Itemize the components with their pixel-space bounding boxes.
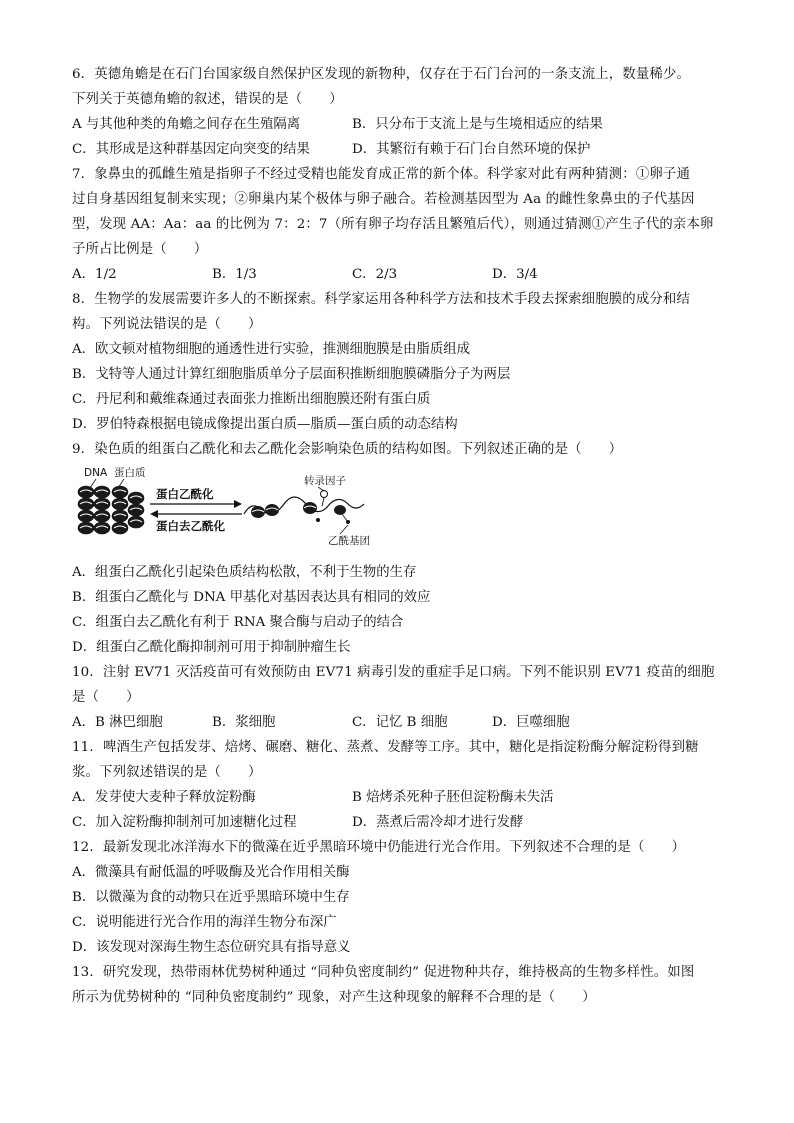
- options-row: [72, 710, 724, 735]
- options-row: [72, 262, 724, 287]
- question-stem: 是（ ）: [72, 690, 140, 705]
- option-a: A．微藻具有耐低温的呼吸酶及光合作用相关酶: [72, 865, 350, 880]
- exam-page: [72, 62, 724, 1010]
- options-row: [72, 785, 724, 810]
- option-c: C．其形成是这种群基因定向突变的结果: [72, 142, 310, 157]
- option-b: B．只分布于支流上是与生境相适应的结果: [352, 117, 603, 132]
- option-d: D．其繁衍有赖于石门台自然环境的保护: [352, 142, 591, 157]
- label-dna: DNA: [84, 467, 108, 479]
- question-stem: 下列关于英德角蟾的叙述，错误的是（ ）: [72, 92, 343, 107]
- option-a: A．B 淋巴细胞: [72, 715, 163, 730]
- options-row: [72, 112, 724, 137]
- chromatin-diagram: [72, 464, 372, 556]
- label-acetylation: 蛋白乙酰化: [156, 487, 214, 501]
- question-stem: 13．研究发现，热带雨林优势树种通过 “同种负密度制约” 促进物种共存，维持极高的生物多样性。如图: [72, 965, 695, 980]
- option-a: A．欧文顿对植物细胞的通透性进行实验，推测细胞膜是由脂质组成: [72, 342, 470, 357]
- option-a: A．1/2: [72, 267, 117, 282]
- option-b: B．1/3: [212, 267, 257, 282]
- option-c: C．加入淀粉酶抑制剂可加速糖化过程: [72, 815, 297, 830]
- option-b: B．组蛋白乙酰化与 DNA 甲基化对基因表达具有相同的效应: [72, 590, 431, 605]
- question-6: [72, 62, 724, 162]
- question-10: [72, 660, 724, 735]
- label-transcription-factor: 转录因子: [304, 475, 346, 487]
- chromatin-figure: [72, 464, 724, 556]
- question-stem: 12．最新发现北冰洋海水下的微藻在近乎黑暗环境中仍能进行光合作用。下列叙述不合理的是（ ）: [72, 840, 686, 855]
- loose-chromatin: [244, 491, 364, 525]
- question-stem: 构。下列说法错误的是（ ）: [72, 317, 262, 332]
- question-stem: 型，发现 AA：Aa：aa 的比例为 7：2：7（所有卵子均存活且繁殖后代），则通过猜测①产生子代的亲本卵: [72, 217, 714, 232]
- option-b: B．浆细胞: [212, 715, 276, 730]
- option-a: A．组蛋白乙酰化引起染色质结构松散，不利于生物的生存: [72, 565, 417, 580]
- question-stem: 所示为优势树种的 “同种负密度制约” 现象，对产生这种现象的解释不合理的是（ ）: [72, 990, 596, 1005]
- question-stem: 9．染色质的组蛋白乙酰化和去乙酰化会影响染色质的结构如图。下列叙述正确的是（ ）: [72, 442, 623, 457]
- question-stem: 8．生物学的发展需要许多人的不断探索。科学家运用各种科学方法和技术手段去探索细胞膜的成分和结: [72, 292, 690, 307]
- option-c: C．丹尼利和戴维森通过表面张力推断出细胞膜还附有蛋白质: [72, 392, 431, 407]
- option-d: D．该发现对深海生物生态位研究具有指导意义: [72, 940, 351, 955]
- question-9: [72, 437, 724, 660]
- label-protein: 蛋白质: [114, 467, 146, 479]
- option-a: A 与其他种类的角蟾之间存在生殖隔离: [72, 117, 301, 132]
- question-7: [72, 162, 724, 287]
- option-a: A．发芽使大麦种子释放淀粉酶: [72, 790, 256, 805]
- question-stem: 浆。下列叙述错误的是（ ）: [72, 765, 262, 780]
- option-c: C．说明能进行光合作用的海洋生物分布深广: [72, 915, 337, 930]
- options-row: [72, 137, 724, 162]
- question-13: [72, 960, 724, 1010]
- option-c: C．组蛋白去乙酰化有利于 RNA 聚合酶与启动子的结合: [72, 615, 404, 630]
- question-stem: 子所占比例是（ ）: [72, 242, 208, 257]
- label-deacetylation: 蛋白去乙酰化: [156, 519, 225, 533]
- options-row: [72, 810, 724, 835]
- label-acetyl-group: 乙酰基团: [328, 535, 370, 547]
- question-11: [72, 735, 724, 835]
- option-b: B 焙烤杀死种子胚但淀粉酶未失活: [352, 790, 554, 805]
- question-12: [72, 835, 724, 960]
- option-d: D．罗伯特森根据电镜成像提出蛋白质—脂质—蛋白质的动态结构: [72, 417, 458, 432]
- question-stem: 6．英德角蟾是在石门台国家级自然保护区发现的新物种，仅存在于石门台河的一条支流上，数量稀少。: [72, 67, 690, 82]
- option-c: C．记忆 B 细胞: [352, 715, 448, 730]
- acetylation-arrow: [150, 500, 242, 508]
- deacetylation-arrow: [150, 510, 242, 518]
- condensed-chromatin: [78, 486, 144, 534]
- option-d: D．蒸煮后需冷却才进行发酵: [352, 815, 524, 830]
- option-d: D．3/4: [492, 267, 538, 282]
- option-b: B．戈特等人通过计算红细胞脂质单分子层面积推断细胞膜磷脂分子为两层: [72, 367, 511, 382]
- option-d: D．巨噬细胞: [492, 715, 570, 730]
- option-c: C．2/3: [352, 267, 398, 282]
- question-8: [72, 287, 724, 437]
- question-stem: 过自身基因组复制来实现；②卵巢内某个极体与卵子融合。若检测基因型为 Aa 的雌性象鼻虫的子代基因: [72, 192, 695, 207]
- question-stem: 7．象鼻虫的孤雌生殖是指卵子不经过受精也能发育成正常的新个体。科学家对此有两种猜测：①卵子通: [72, 167, 690, 182]
- option-d: D．组蛋白乙酰化酶抑制剂可用于抑制肿瘤生长: [72, 640, 351, 655]
- question-stem: 11．啤酒生产包括发芽、焙烤、碾磨、糖化、蒸煮、发酵等工序。其中，糖化是指淀粉酶分解淀粉得到糖: [72, 740, 699, 755]
- option-b: B．以微藻为食的动物只在近乎黑暗环境中生存: [72, 890, 350, 905]
- question-stem: 10．注射 EV71 灭活疫苗可有效预防由 EV71 病毒引发的重症手足口病。下列不能识别 EV71 疫苗的细胞: [72, 665, 715, 680]
